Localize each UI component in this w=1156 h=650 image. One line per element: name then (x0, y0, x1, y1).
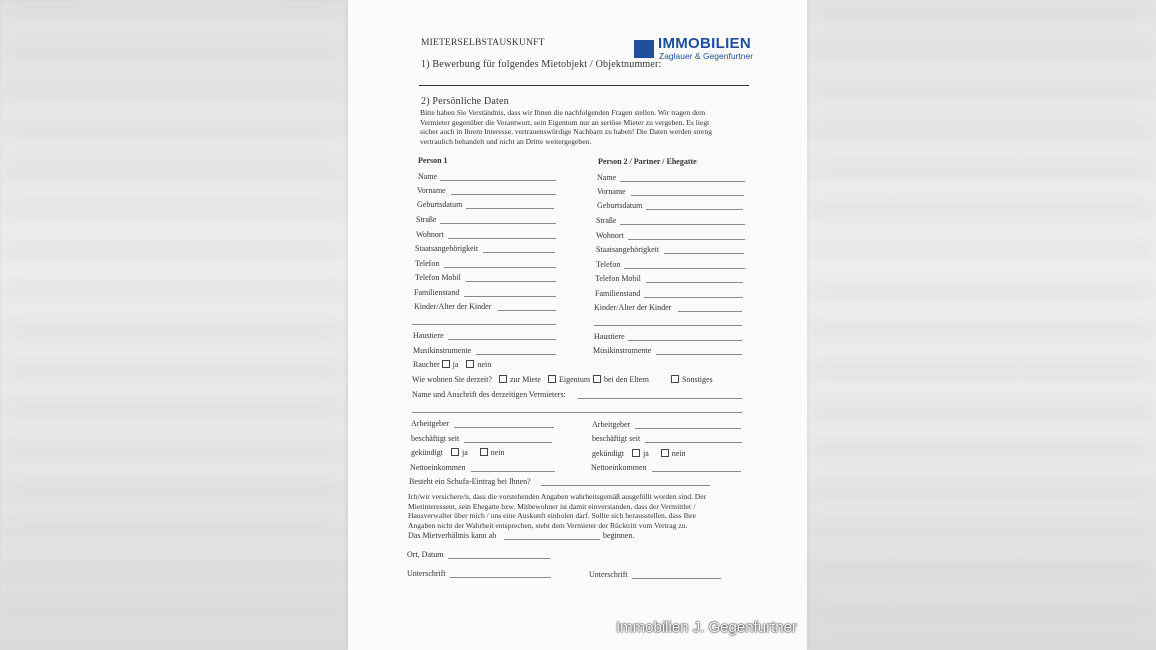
p1-unterschrift-field[interactable] (450, 577, 551, 578)
p2-musik-label: Musikinstrumente (593, 346, 652, 355)
wohnen-question: Wie wohnen Sie derzeit? (412, 375, 492, 384)
intro-line: vertraulich behandelt und nicht an Dritte weitergegeben. (420, 136, 592, 146)
p2-geburtsdatum-field[interactable] (646, 209, 743, 210)
wohnen-miete-checkbox[interactable] (499, 375, 507, 383)
p1-arbeitgeber-label: Arbeitgeber (411, 419, 450, 428)
p1-gekuendigt-row (411, 448, 505, 457)
declaration-line: Ich/wir versichere/n, dass die vorstehenden Angaben wahrheitsgemäß ausgefüllt worden sind. Der (408, 492, 707, 501)
p2-haustiere-field[interactable] (628, 340, 742, 341)
form-page (348, 0, 807, 650)
raucher-ja-checkbox[interactable] (442, 360, 450, 368)
p2-strasse-label: Straße (596, 216, 617, 225)
watermark-caption: Immobilien J. Gegenfurtner (616, 619, 797, 636)
declaration-paragraph (408, 492, 753, 530)
declaration-line: Angaben nicht der Wahrheit entsprechen, steht dem Vermieter der Rücktritt vom Vertrag zu. (408, 520, 688, 530)
p1-familienstand-field[interactable] (464, 296, 556, 297)
p2-gekuendigt-label: gekündigt (592, 449, 624, 458)
p1-kinder-field[interactable] (498, 310, 556, 311)
p2-kinder-field[interactable] (678, 311, 742, 312)
p2-name-field[interactable] (620, 181, 745, 182)
intro-line: Vermieter gegenüber die Verantwort, sein Eigentum nur an seriöse Mieter zu vergeben. Es liegt (420, 117, 710, 127)
p2-gekuendigt-nein-label: nein (671, 449, 686, 458)
logo-sub-text: Zaglauer & Gegenfurtner (659, 51, 754, 61)
raucher-label: Raucher (413, 360, 440, 369)
person-2-heading: Person 2 / Partner / Ehegatte (598, 157, 697, 166)
p2-beschaeftigt-field[interactable] (645, 442, 742, 443)
section-1-heading: 1) Bewerbung für folgendes Mietobjekt / Objektnummer: (421, 59, 662, 70)
p1-gekuendigt-ja-checkbox[interactable] (451, 448, 459, 456)
p2-familienstand-label: Familienstand (595, 289, 641, 298)
wohnen-sonstiges-option (671, 375, 713, 384)
p2-telefon-mobil-field[interactable] (646, 282, 743, 283)
raucher-row (413, 360, 491, 369)
ort-datum-field[interactable] (448, 558, 550, 559)
p1-telefon-label: Telefon (415, 259, 440, 268)
vermieter-label: Name und Anschrift des derzeitigen Vermieters: (412, 390, 566, 399)
wohnen-eltern-label: bei den Eltern (604, 375, 649, 384)
p1-vorname-field[interactable] (451, 194, 556, 195)
p1-geburtsdatum-label: Geburtsdatum (417, 200, 463, 209)
p1-gekuendigt-ja-label: ja (462, 448, 468, 457)
wohnen-sonstiges-label: Sonstiges (682, 375, 713, 384)
p1-netto-field[interactable] (471, 471, 555, 472)
wohnen-miete-option (499, 375, 541, 384)
p2-staatsangehoerigkeit-label: Staatsangehörigkeit (596, 245, 660, 254)
p2-telefon-mobil-label: Telefon Mobil (595, 274, 641, 283)
p2-name-label: Name (597, 173, 617, 182)
p1-name-field[interactable] (440, 180, 556, 181)
logo-mark-icon (634, 40, 654, 58)
schufa-field[interactable] (541, 485, 710, 486)
p2-vorname-label: Vorname (597, 187, 626, 196)
p1-musik-label: Musikinstrumente (413, 346, 472, 355)
p1-familienstand-label: Familienstand (414, 288, 460, 297)
p2-wohnort-field[interactable] (628, 239, 745, 240)
p2-musik-field[interactable] (656, 354, 742, 355)
mietverhaeltnis-suffix: beginnen. (603, 531, 635, 540)
p1-vorname-label: Vorname (417, 186, 446, 195)
p1-gekuendigt-label: gekündigt (411, 448, 443, 457)
section-2-heading: 2) Persönliche Daten (421, 96, 509, 107)
ort-datum-label: Ort, Datum (407, 550, 444, 559)
p2-gekuendigt-ja-checkbox[interactable] (632, 449, 640, 457)
p1-musik-field[interactable] (476, 354, 556, 355)
form-title: MIETERSELBSTAUSKUNFT (421, 38, 545, 48)
p1-telefon-field[interactable] (444, 267, 556, 268)
raucher-nein-label: nein (477, 360, 492, 369)
p2-telefon-field[interactable] (624, 268, 745, 269)
p2-netto-label: Nettoeinkommen (591, 463, 647, 472)
p2-familienstand-field[interactable] (644, 297, 743, 298)
p2-arbeitgeber-field[interactable] (635, 428, 741, 429)
p1-beschaeftigt-field[interactable] (464, 442, 552, 443)
p1-strasse-label: Straße (416, 215, 437, 224)
blurred-right-backdrop (807, 0, 1156, 650)
mietverhaeltnis-label: Das Mietverhältnis kann ab (408, 531, 497, 540)
wohnen-eigentum-checkbox[interactable] (548, 375, 556, 383)
p1-kinder-field-extra[interactable] (412, 324, 556, 325)
vermieter-field-extra[interactable] (412, 412, 742, 413)
blurred-left-backdrop (0, 0, 348, 650)
wohnen-eigentum-label: Eigentum (559, 375, 591, 384)
p1-staatsangehoerigkeit-field[interactable] (483, 252, 555, 253)
p2-kinder-field-extra[interactable] (594, 325, 742, 326)
p1-haustiere-label: Haustiere (413, 331, 444, 340)
vermieter-field[interactable] (578, 398, 742, 399)
p2-strasse-field[interactable] (620, 224, 745, 225)
p1-gekuendigt-nein-checkbox[interactable] (480, 448, 488, 456)
p1-wohnort-field[interactable] (448, 238, 556, 239)
p1-beschaeftigt-label: beschäftigt seit (411, 434, 460, 443)
p1-staatsangehoerigkeit-label: Staatsangehörigkeit (415, 244, 479, 253)
p1-telefon-mobil-field[interactable] (466, 281, 556, 282)
p2-arbeitgeber-label: Arbeitgeber (592, 420, 631, 429)
mietverhaeltnis-field[interactable] (504, 539, 600, 540)
objektnummer-line[interactable] (419, 85, 749, 86)
p2-netto-field[interactable] (652, 471, 741, 472)
wohnen-eltern-option (593, 375, 649, 384)
p2-haustiere-label: Haustiere (594, 332, 625, 341)
p2-geburtsdatum-label: Geburtsdatum (597, 201, 643, 210)
intro-paragraph (420, 108, 760, 146)
p2-gekuendigt-row (592, 449, 686, 458)
intro-line: sicher auch in Ihrem Interesse, vertrauenswürdige Nachbarn zu haben! Die Daten werden streng (420, 127, 713, 137)
wohnen-eltern-checkbox[interactable] (593, 375, 601, 383)
raucher-nein-checkbox[interactable] (466, 360, 474, 368)
wohnen-sonstiges-checkbox[interactable] (671, 375, 679, 383)
p2-gekuendigt-nein-checkbox[interactable] (661, 449, 669, 457)
p2-wohnort-label: Wohnort (596, 231, 624, 240)
p1-name-label: Name (418, 172, 438, 181)
p1-unterschrift-label: Unterschrift (407, 569, 446, 578)
p1-kinder-label: Kinder/Alter der Kinder (414, 302, 492, 311)
p2-telefon-label: Telefon (596, 260, 621, 269)
p1-telefon-mobil-label: Telefon Mobil (415, 273, 461, 282)
declaration-line: Mietinteressent, sein Ehegatte bzw. Mitbewohner ist damit einverstanden, dass der Vermittler / (408, 501, 696, 511)
p1-geburtsdatum-field[interactable] (466, 208, 554, 209)
wohnen-miete-label: zur Miete (510, 375, 541, 384)
p2-unterschrift-field[interactable] (632, 578, 721, 579)
p2-unterschrift-label: Unterschrift (589, 570, 628, 579)
p1-netto-label: Nettoeinkommen (410, 463, 466, 472)
p2-beschaeftigt-label: beschäftigt seit (592, 434, 641, 443)
p1-wohnort-label: Wohnort (416, 230, 444, 239)
p1-gekuendigt-nein-label: nein (490, 448, 505, 457)
logo-main-text: IMMOBILIEN (658, 35, 751, 52)
p1-arbeitgeber-field[interactable] (454, 427, 554, 428)
p2-staatsangehoerigkeit-field[interactable] (664, 253, 744, 254)
p2-kinder-label: Kinder/Alter der Kinder (594, 303, 672, 312)
intro-line: Bitte haben Sie Verständnis, dass wir Ihnen die nachfolgenden Fragen stellen. Wir tragen dem (420, 108, 706, 117)
declaration-line: Hausverwalter über mich / uns eine Auskunft einholen darf. Sollte sich herausstellen, dass Ihre (408, 511, 696, 521)
person-1-heading: Person 1 (418, 156, 448, 165)
wohnen-eigentum-option (548, 375, 590, 384)
raucher-ja-label: ja (452, 360, 459, 369)
schufa-label: Besteht ein Schufa-Eintrag bei Ihnen? (409, 477, 531, 486)
p2-gekuendigt-ja-label: ja (643, 449, 649, 458)
p1-strasse-field[interactable] (440, 223, 556, 224)
p1-haustiere-field[interactable] (448, 339, 556, 340)
p2-vorname-field[interactable] (631, 195, 744, 196)
